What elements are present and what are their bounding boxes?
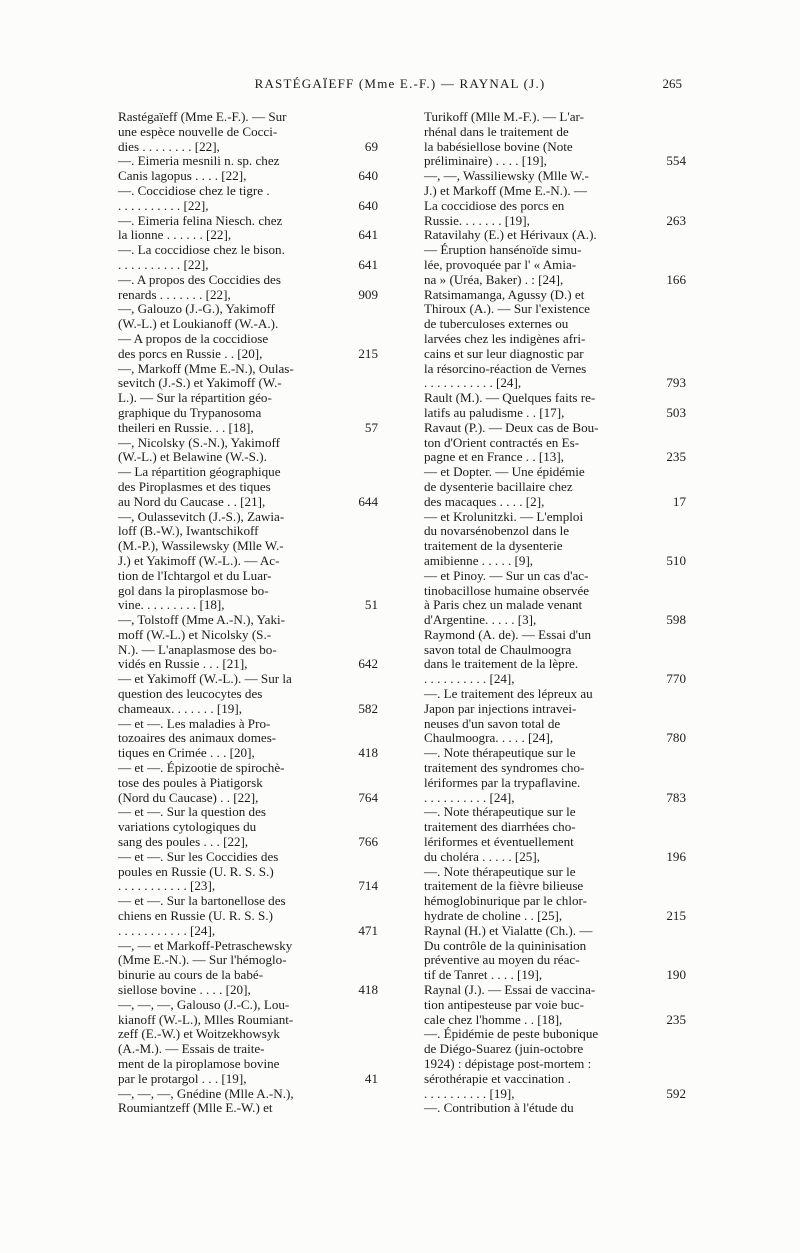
index-entry (118, 302, 378, 361)
entry-text: — et —. Épizootie de spirochè- tose des poules à Piatigorsk (Nord du Caucase) . . [22], (118, 760, 285, 805)
entry-text: Raynal (J.). — Essai de vaccina- tion antipesteuse par voie buc- cale chez l'homme . . [18], (424, 982, 596, 1027)
index-entry (424, 465, 686, 509)
entry-text: —, —, —, Gnédine (Mlle A.-N.), Roumiantzeff (Mlle E.-W.) et (118, 1085, 294, 1116)
entry-page-number: 770 (666, 671, 686, 687)
index-entry (424, 1101, 686, 1116)
index-entry (118, 154, 378, 184)
index-entry (118, 243, 378, 273)
entry-page-number: 235 (666, 1011, 686, 1027)
index-entry (118, 273, 378, 303)
entry-page-number: 215 (358, 345, 378, 361)
index-entry (118, 214, 378, 244)
entry-page-number: 641 (358, 227, 378, 243)
entry-text: —. Eimeria felina Niesch. chez la lionne . . . . . . [22], (118, 212, 283, 243)
entry-text: Ravaut (P.). — Deux cas de Bou- ton d'Orient contractés en Es- pagne et en France . . [13], (424, 419, 599, 465)
entry-page-number: 418 (358, 745, 378, 761)
entry-page-number: 510 (666, 552, 686, 568)
entry-page-number: 640 (358, 168, 378, 184)
index-entry (118, 436, 378, 510)
entry-page-number: 51 (364, 597, 378, 613)
entry-text: —, — et Markoff-Petraschewsky (Mme E.-N.). — Sur l'hémoglo- binurie au cours de la babé- siellose bovine . . . . [20], (118, 937, 293, 998)
entry-text: Raynal (H.) et Vialatte (Ch.). — Du contrôle de la quininisation préventive au moyen du réac- tif de Tanret . . . . [19], (424, 922, 593, 983)
index-entry (424, 169, 686, 228)
entry-text: — et Pinoy. — Sur un cas d'ac- tinobacillose humaine observée à Paris chez un malade venant d'Argentine. . . . . [3], (424, 567, 590, 628)
entry-page-number: 764 (358, 789, 378, 805)
entry-page-number: 263 (666, 212, 686, 228)
entry-text: — et —. Sur la bartonellose des chiens en Russie (U. R. S. S.) . . . . . . . . . . . [24], (118, 893, 286, 938)
index-entry (424, 1027, 686, 1101)
entry-text: —. A propos des Coccidies des renards . . . . . . . [22], (118, 271, 281, 302)
index-entry (118, 850, 378, 894)
entry-page-number: 166 (666, 271, 686, 287)
entry-text: — et —. Sur la question des variations cytologiques du sang des poules . . . [22], (118, 804, 267, 850)
index-entry (118, 672, 378, 716)
entry-text: — et Krolunitzki. — L'emploi du novarsénobenzol dans le traitement de la dysenterie amibienne . . . . . [9], (424, 508, 584, 568)
entry-text: —, Tolstoff (Mme A.-N.), Yaki- moff (W.-L.) et Nicolsky (S.- N.). — L'anaplasmose des bo- vidés en Russie . . . [21], (118, 612, 286, 672)
index-entry (118, 761, 378, 805)
entry-page-number: 503 (666, 404, 686, 420)
entry-text: —, Oulassevitch (J.-S.), Zawia- loff (B.-W.), Iwantschikoff (M.-P.), Wassilewsky (Mlle W.- J.) et Yakimoff (W.-L.). — Ac- tion de l'Ichtargol et du Luar- gol dans la piroplasmose bo- vine. . . . . . . . . [18], (118, 508, 285, 613)
entry-page-number: 582 (358, 700, 378, 716)
page-number: 265 (662, 76, 682, 91)
entry-page-number: 644 (358, 493, 378, 509)
index-entry (424, 746, 686, 805)
index-entry (424, 805, 686, 864)
index-entry (424, 391, 686, 421)
index-entry (118, 1087, 378, 1117)
index-entry (118, 110, 378, 154)
entry-text: Rastégaïeff (Mme E.-F.). — Sur une espèce nouvelle de Cocci- dies . . . . . . . . [22], (118, 109, 287, 154)
index-entry (118, 510, 378, 614)
entry-page-number: 641 (358, 256, 378, 272)
entry-page-number: 17 (672, 493, 686, 509)
entry-page-number: 190 (666, 967, 686, 983)
entry-text: —. Épidémie de peste bubonique de Diégo-Suarez (juin-octobre 1924) : dépistage post-mortem : sérothérapie et vaccination . . . . . . . . . . . [19], (424, 1026, 599, 1101)
entry-text: —, Galouzo (J.-G.), Yakimoff (W.-L.) et Loukianoff (W.-A.). — A propos de la coccidiose des porcs en Russie . . [20], (118, 301, 279, 361)
entry-text: —, —, —, Galouso (J.-C.), Lou- kianoff (W.-L.), Mlles Roumiant- zeff (E.-W.) et Woitzekhowsyk (A.-M.). — Essais de traite- ment de la piroplamose bovine par le protargol . . . [19], (118, 996, 294, 1086)
index-entry (424, 569, 686, 628)
entry-page-number: 41 (364, 1070, 378, 1086)
index-entry (118, 717, 378, 761)
index-entry (118, 894, 378, 938)
index-entry (118, 939, 378, 998)
index-entry (118, 805, 378, 849)
index-entry (118, 184, 378, 214)
entry-page-number: 592 (666, 1085, 686, 1101)
entry-text: —, —, Wassiliewsky (Mlle W.- J.) et Markoff (Mme E.-N.). — La coccidiose des porcs en Russie. . . . . . . [19], (424, 168, 589, 228)
entry-page-number: 598 (666, 612, 686, 628)
left-column (118, 110, 378, 1116)
entry-page-number: 554 (666, 153, 686, 169)
entry-text: — et —. Sur les Coccidies des poules en Russie (U. R. S. S.) . . . . . . . . . . . [23], (118, 848, 279, 894)
entry-text: Ratavilahy (E.) et Hérivaux (A.). — Éruption hansénoïde simu- lée, provoquée par l' « Amia- na » (Uréa, Baker) . : [24], (424, 227, 597, 287)
entry-page-number: 640 (358, 197, 378, 213)
entry-page-number: 642 (358, 656, 378, 672)
index-entry (424, 687, 686, 746)
entry-text: Raymond (A. de). — Essai d'un savon total de Chaulmoogra dans le traitement de la lèpre. . . . . . . . . . . [24], (424, 626, 592, 687)
running-head: RASTÉGAÏEFF (Mme E.-F.) — RAYNAL (J.) (254, 76, 546, 91)
index-entry (424, 228, 686, 287)
index-entry (424, 924, 686, 983)
entry-text: —. Contribution à l'étude du (424, 1100, 574, 1116)
entry-page-number: 196 (666, 848, 686, 864)
entry-page-number: 57 (364, 419, 378, 435)
entry-page-number: 909 (358, 286, 378, 302)
entry-page-number: 714 (358, 878, 378, 894)
entry-text: Ratsimamanga, Agussy (D.) et Thiroux (A.). — Sur l'existence de tuberculoses externes ou larvées chez les indigènes afri- cains et sur leur diagnostic par la résorcino-réaction de Vernes . . . . . . . . . . . [24], (424, 286, 590, 391)
entry-page-number: 69 (364, 138, 378, 154)
entry-page-number: 766 (358, 834, 378, 850)
entry-page-number: 783 (666, 789, 686, 805)
index-entry (118, 998, 378, 1087)
entry-text: — et —. Les maladies à Pro- tozoaires des animaux domes- tiques en Crimée . . . [20], (118, 715, 277, 761)
entry-text: —. Coccidiose chez le tigre . . . . . . . . . . . [22], (118, 182, 270, 213)
page-header (0, 76, 800, 96)
index-entry (424, 288, 686, 392)
entry-text: —. Note thérapeutique sur le traitement des syndromes cho- lériformes par la trypaflavine. . . . . . . . . . . [24], (424, 745, 585, 805)
index-entry (424, 628, 686, 687)
entry-text: —. Eimeria mesnili n. sp. chez Canis lagopus . . . . [22], (118, 153, 280, 184)
index-entry (424, 421, 686, 465)
entry-text: —. Note thérapeutique sur le traitement de la fièvre bilieuse hémoglobinurique par le chlor- hydrate de choline . . [25], (424, 863, 587, 924)
index-entry (118, 613, 378, 672)
entry-text: — et Yakimoff (W.-L.). — Sur la question des leucocytes des chameaux. . . . . . . [19], (118, 671, 292, 716)
entry-text: —. Note thérapeutique sur le traitement des diarrhées cho- lériformes et éventuellement du choléra . . . . . [25], (424, 804, 576, 864)
entry-page-number: 793 (666, 375, 686, 391)
entry-text: —. Le traitement des lépreux au Japon par injections intravei- neuses d'un savon total de Chaulmoogra. . . . . [24], (424, 686, 593, 746)
index-entry (118, 362, 378, 436)
entry-page-number: 471 (358, 922, 378, 938)
entry-text: —. La coccidiose chez le bison. . . . . . . . . . . [22], (118, 242, 285, 272)
entry-text: — et Dopter. — Une épidémie de dysenterie bacillaire chez des macaques . . . . [2], (424, 464, 585, 509)
entry-page-number: 418 (358, 982, 378, 998)
entry-text: Rault (M.). — Quelques faits re- latifs au paludisme . . [17], (424, 390, 596, 420)
entry-page-number: 780 (666, 730, 686, 746)
entry-text: —, Nicolsky (S.-N.), Yakimoff (W.-L.) et Belawine (W.-S.). — La répartition géographique des Piroplasmes et des tiques au Nord du Caucase . . [21], (118, 434, 281, 509)
entry-text: —, Markoff (Mme E.-N.), Oulas- sevitch (J.-S.) et Yakimoff (W.- L.). — Sur la répartition géo- graphique du Trypanosoma theileri en Russie. . . [18], (118, 360, 294, 435)
entry-page-number: 235 (666, 449, 686, 465)
right-column (424, 110, 686, 1116)
index-entry (424, 865, 686, 924)
index-entry (424, 510, 686, 569)
entry-page-number: 215 (666, 908, 686, 924)
index-entry (424, 983, 686, 1027)
entry-text: Turikoff (Mlle M.-F.). — L'ar- rhénal dans le traitement de la babésiellose bovine (Note préliminaire) . . . . [19], (424, 109, 584, 169)
index-entry (424, 110, 686, 169)
